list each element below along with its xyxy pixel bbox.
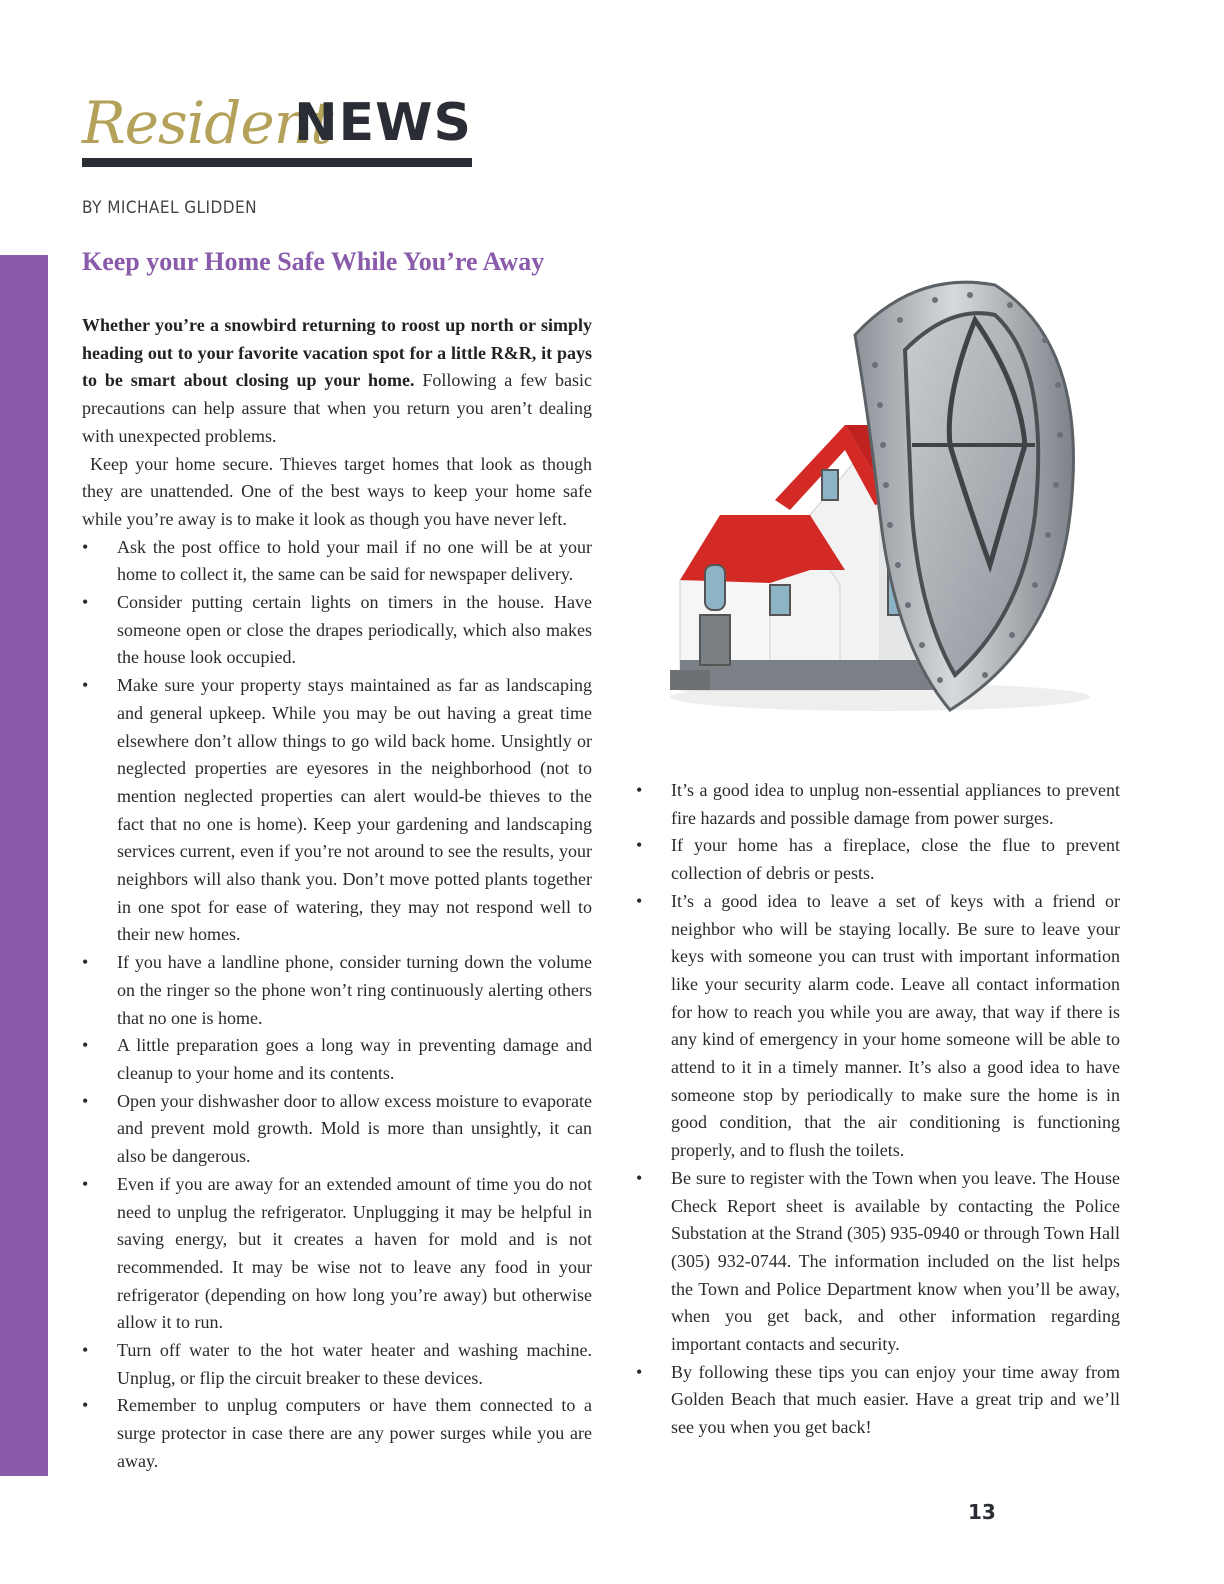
list-item: • By following these tips you can enjoy your time away from Golden Beach that much easier. Have a great trip and we’ll see you when you get back!	[636, 1359, 1120, 1442]
list-item: • Even if you are away for an extended amount of time you do not need to unplug the refrigerator. Unplugging it may be helpful in saving energy, but it creates a haven for mold and is not recommended. It may be wise not to leave any food in your refrigerator (depending on how long you’re away) but otherwise allow it to run.	[82, 1171, 592, 1337]
list-item: • Open your dishwasher door to allow excess moisture to evaporate and prevent mold growth. Mold is more than unsightly, it can also be dangerous.	[82, 1088, 592, 1171]
bullet-icon: •	[636, 1167, 643, 1188]
byline: BY MICHAEL GLIDDEN	[82, 198, 257, 218]
list-item: • If your home has a fireplace, close the flue to prevent collection of debris or pests.	[636, 832, 1120, 887]
page-number: 13	[968, 1500, 996, 1524]
bullet-icon: •	[82, 1090, 89, 1111]
list-item: • A little preparation goes a long way in preventing damage and cleanup to your home and its contents.	[82, 1032, 592, 1087]
intro-bold-lead: Whether you’re a snowbird returning to roost up north or simply heading out to your favorite vacation spot for a little R&R, it pays to be smart about closing up your home.	[82, 315, 592, 391]
list-item: • Remember to unplug computers or have them connected to a surge protector in case there are any power surges while you are away.	[82, 1392, 592, 1475]
bullet-icon: •	[82, 1395, 89, 1416]
bullet-icon: •	[82, 1173, 89, 1194]
article-headline: Keep your Home Safe While You’re Away	[82, 247, 545, 276]
list-item: • Ask the post office to hold your mail if no one will be at your home to collect it, the same can be said for newspaper delivery.	[82, 534, 592, 589]
bullet-icon: •	[82, 592, 89, 613]
section-masthead	[82, 82, 472, 172]
bullet-icon: •	[636, 780, 643, 800]
purple-side-bar	[0, 255, 48, 1476]
right-bullet-list	[636, 777, 1120, 1442]
bullet-icon: •	[82, 536, 89, 557]
list-item: • It’s a good idea to leave a set of keys with a friend or neighbor who will be staying locally. Be sure to leave your keys with someone you can trust with important information like your security alarm code. Leave all contact information for how to reach you while you are away, that way if there is any kind of emergency in your home someone will be able to attend to it in a timely manner. It’s also a good idea to have someone stop by periodically to make sure the home is in good condition, that the air conditioning is functioning properly, and to flush the toilets.	[636, 888, 1120, 1165]
masthead-script-word: Resident	[82, 89, 333, 157]
bullet-icon: •	[82, 1035, 89, 1056]
list-item: • Consider putting certain lights on timers in the house. Have someone open or close the drapes periodically, which also makes the house look occupied.	[82, 589, 592, 672]
masthead-title-word: NEWS	[294, 93, 472, 153]
right-column	[636, 777, 1120, 1442]
list-item: • Be sure to register with the Town when you leave. The House Check Report sheet is available by contacting the Police Substation at the Strand (305) 935-0940 or through Town Hall (305) 932-0744. The information included on the list helps the Town and Police Department know when you’ll be away, when you get back, and other information regarding important contacts and security.	[636, 1165, 1120, 1359]
list-item: • Make sure your property stays maintained as far as landscaping and general upkeep. While you may be out having a great time elsewhere don’t allow things to go wild back home. Unsightly or neglected properties are eyesores in the neighborhood (not to mention neglected properties can alert would-be thieves to the fact that no one is home). Keep your gardening and landscaping services current, even if you’re not around to see the results, your neighbors will also thank you. Don’t move potted plants together in one spot for ease of watering, they may not respond well to their new homes.	[82, 672, 592, 949]
house-shield-illustration	[650, 265, 1120, 730]
bullet-icon: •	[82, 1340, 89, 1361]
left-bullet-list	[82, 534, 592, 1476]
bullet-icon: •	[636, 890, 643, 911]
bullet-icon: •	[636, 835, 643, 856]
bullet-icon: •	[82, 952, 89, 973]
intro-rest: Following a few basic precautions can help assure that when you return you aren’t dealing with unexpected problems.	[82, 370, 592, 446]
list-item: • If you have a landline phone, consider turning down the volume on the ringer so the phone won’t ring continuously alerting others that no one is home.	[82, 949, 592, 1032]
left-column	[82, 312, 592, 1476]
list-item: • Turn off water to the hot water heater and washing machine. Unplug, or flip the circuit breaker to these devices.	[82, 1337, 592, 1392]
masthead-underline	[82, 158, 472, 167]
intro-paragraph	[82, 312, 592, 451]
bullet-icon: •	[82, 675, 89, 696]
list-item: • It’s a good idea to unplug non-essential appliances to prevent fire hazards and possible damage from power surges.	[636, 777, 1120, 832]
secure-paragraph: Keep your home secure. Thieves target homes that look as though they are unattended. One of the best ways to keep your home safe while you’re away is to make it look as though you have never left.	[82, 453, 592, 529]
bullet-icon: •	[636, 1361, 643, 1382]
